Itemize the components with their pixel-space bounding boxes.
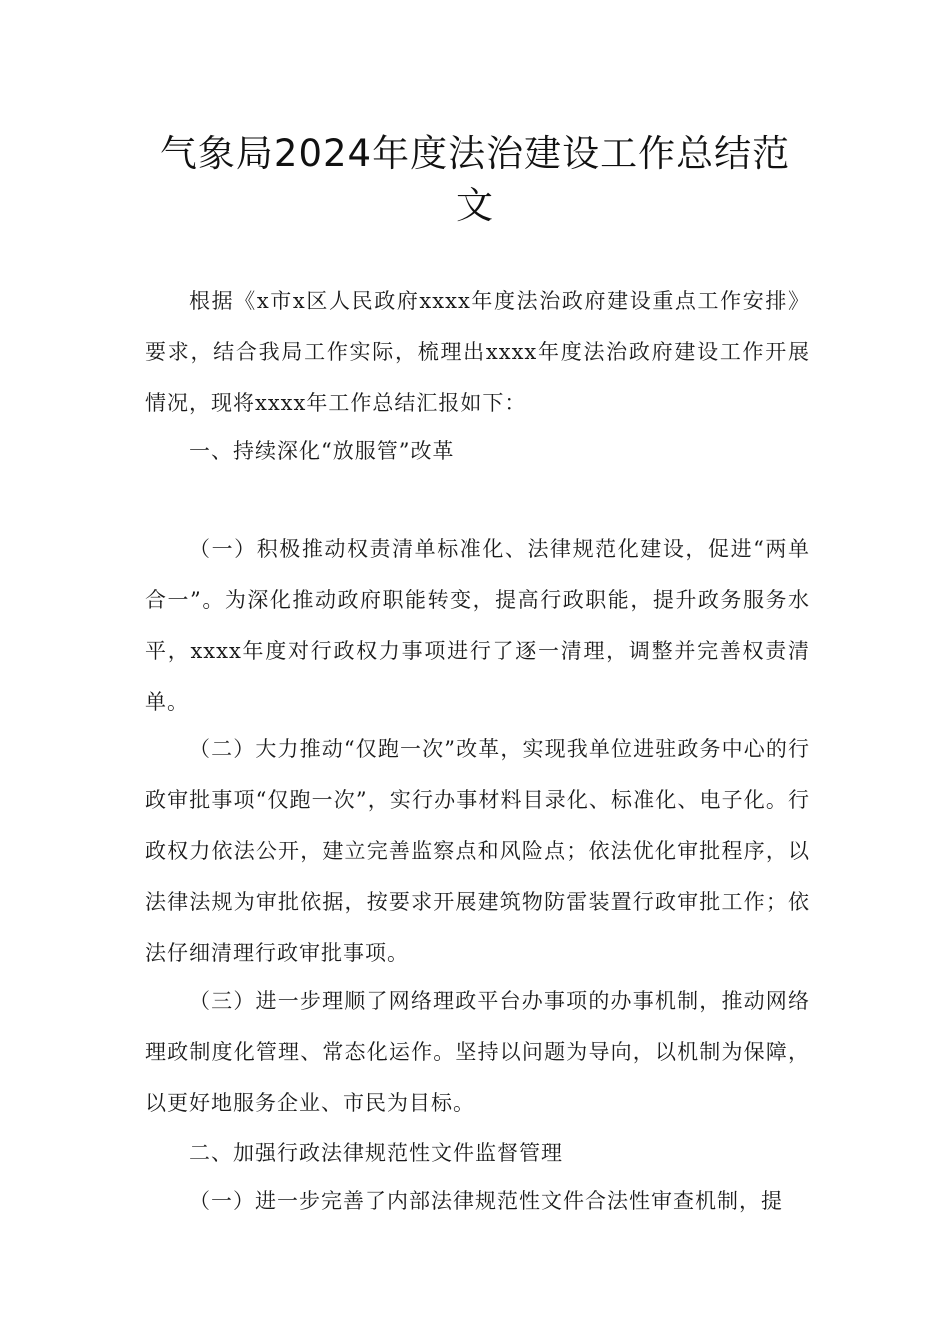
document-title-line-1: 气象局2024年度法治建设工作总结范 xyxy=(159,132,791,175)
section-1-item-1: （一）积极推动权责清单标准化、法律规范化建设，促进“两单合一”。为深化推动政府职能转变，提高行政职能，提升政务服务水平，xxxx年度对行政权力事项进行了逐一清理，调整并完善权责清单。 xyxy=(145,537,810,714)
section-2-heading: 二、加强行政法律规范性文件监督管理 xyxy=(189,1141,563,1165)
section-1-item-2: （二）大力推动“仅跑一次”改革，实现我单位进驻政务中心的行政审批事项“仅跑一次”，实行办事材料目录化、标准化、电子化。行政权力依法公开，建立完善监察点和风险点；依法优化审批程序，以法律法规为审批依据，按要求开展建筑物防雷装置行政审批工作；依法仔细清理行政审批事项。 xyxy=(145,737,810,965)
intro-paragraph: 根据《x市x区人民政府xxxx年度法治政府建设重点工作安排》要求，结合我局工作实际，梳理出xxxx年度法治政府建设工作开展情况，现将xxxx年工作总结汇报如下： xyxy=(145,289,810,415)
document-title-line-2: 文 xyxy=(456,184,494,227)
section-1-heading: 一、持续深化“放服管”改革 xyxy=(189,439,455,463)
section-2-item-1: （一）进一步完善了内部法律规范性文件合法性审查机制，提 xyxy=(189,1189,783,1213)
section-1-item-3: （三）进一步理顺了网络理政平台办事项的办事机制，推动网络理政制度化管理、常态化运作。坚持以问题为导向，以机制为保障，以更好地服务企业、市民为目标。 xyxy=(145,989,810,1115)
